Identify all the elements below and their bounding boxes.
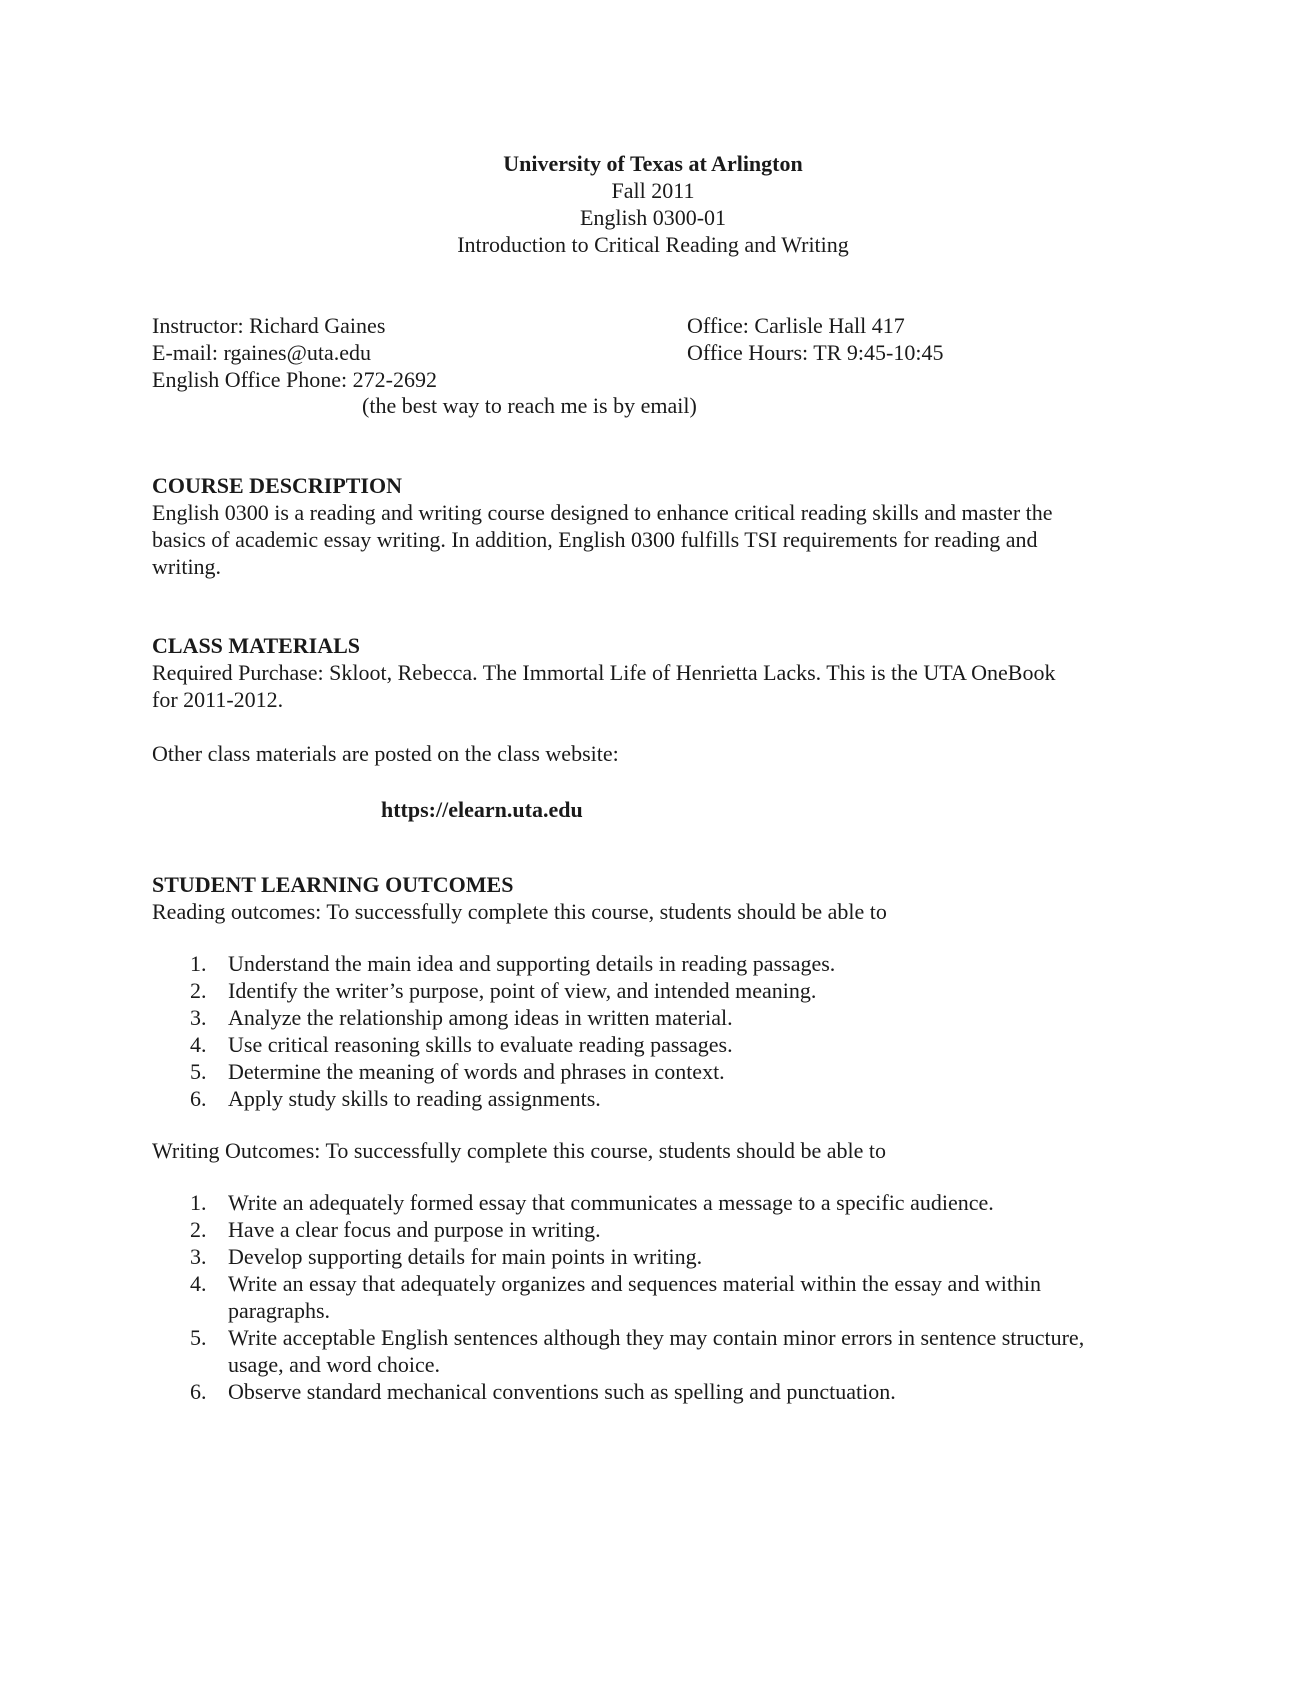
list-item: 1. Understand the main idea and supporting details in reading passages. [190,951,836,976]
course-title: Introduction to Critical Reading and Writing [457,232,849,257]
course-description-section [152,472,1152,580]
class-materials-line: Required Purchase: Skloot, Rebecca. The Immortal Life of Henrietta Lacks. This is the UTA OneBook [152,660,1056,685]
document-header [0,150,1306,258]
list-item: 2. Identify the writer’s purpose, point of view, and intended meaning. [190,978,817,1003]
office-hours: Office Hours: TR 9:45-10:45 [687,340,944,365]
contact-block [152,312,1152,418]
writing-outcomes-intro: Writing Outcomes: To successfully complete this course, students should be able to [152,1138,887,1163]
list-item: 2. Have a clear focus and purpose in writing. [190,1217,601,1242]
course-description-heading: COURSE DESCRIPTION [152,473,402,498]
course-description-line: basics of academic essay writing. In addition, English 0300 fulfills TSI requirements for reading and [152,527,1038,552]
learning-outcomes-section [152,871,1152,1405]
learning-outcomes-heading: STUDENT LEARNING OUTCOMES [152,872,514,897]
list-item: 5. Determine the meaning of words and phrases in context. [190,1059,725,1084]
course-description-line: English 0300 is a reading and writing course designed to enhance critical reading skills and master the [152,500,1053,525]
office-phone: English Office Phone: 272-2692 [152,367,437,392]
course-code: English 0300-01 [579,205,727,230]
class-website-link[interactable]: https://elearn.uta.edu [381,797,583,822]
list-item: 5. Write acceptable English sentences although they may contain minor errors in sentence structure, usage, and word choice. [190,1325,1085,1377]
list-item: 4. Use critical reasoning skills to evaluate reading passages. [190,1032,733,1057]
class-materials-section [152,632,1152,767]
office-location: Office: Carlisle Hall 417 [687,313,905,338]
reading-outcomes-list [152,950,1152,1112]
class-materials-other: Other class materials are posted on the class website: [152,741,619,766]
term: Fall 2011 [611,178,695,203]
reading-outcomes-intro: Reading outcomes: To successfully complete this course, students should be able to [152,899,887,924]
university-name: University of Texas at Arlington [503,151,803,176]
contact-note: (the best way to reach me is by email) [362,393,697,418]
list-item: 4. Write an essay that adequately organizes and sequences material within the essay and within paragraphs. [190,1271,1042,1323]
list-item: 3. Analyze the relationship among ideas in written material. [190,1005,733,1030]
list-item: 6. Observe standard mechanical conventions such as spelling and punctuation. [190,1379,896,1404]
instructor-name: Instructor: Richard Gaines [152,313,386,338]
list-item: 3. Develop supporting details for main points in writing. [190,1244,703,1269]
class-materials-heading: CLASS MATERIALS [152,633,361,658]
instructor-email: E-mail: rgaines@uta.edu [152,340,372,365]
class-materials-line: for 2011-2012. [152,687,284,712]
list-item: 1. Write an adequately formed essay that communicates a message to a specific audience. [190,1190,994,1215]
writing-outcomes-list [152,1189,1092,1405]
course-description-line: writing. [152,554,222,579]
list-item: 6. Apply study skills to reading assignments. [190,1086,601,1111]
